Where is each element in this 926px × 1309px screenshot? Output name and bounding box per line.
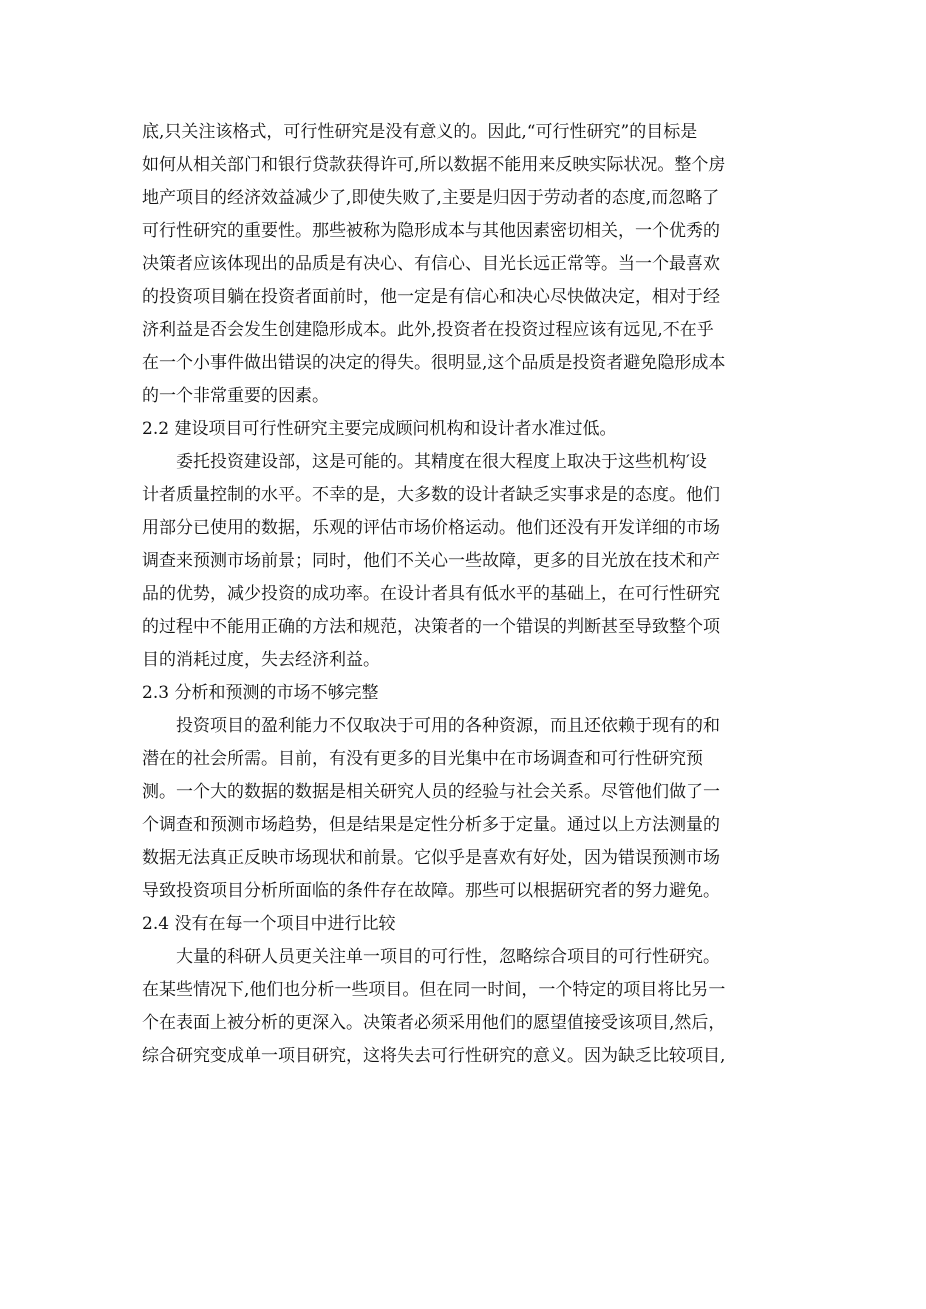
paragraph2-line: 委托投资建设部，这是可能的。其精度在很大程度上取决于这些机构′设 (176, 452, 707, 472)
paragraph3-line: 潜在的社会所需。目前，有没有更多的目光集中在市场调查和可行性研究预 (142, 749, 703, 769)
paragraph1-line: 济利益是否会发生创建隐形成本。此外,投资者在投资过程应该有远见,不在乎 (142, 320, 714, 340)
paragraph1-line: 的投资项目躺在投资者面前时，他一定是有信心和决心尽快做决定，相对于经 (142, 287, 720, 307)
paragraph1-line: 底,只关注该格式，可行性研究是没有意义的。因此,“可行性研究”的目标是 (142, 122, 698, 142)
paragraph3-line: 测。一个大的数据的数据是相关研究人员的经验与社会关系。尽管他们做了一 (142, 782, 720, 802)
paragraph3-line: 投资项目的盈利能力不仅取决于可用的各种资源，而且还依赖于现有的和 (176, 716, 720, 736)
section-heading-2-4: 2.4 没有在每一个项目中进行比较 (142, 914, 396, 934)
paragraph2-line: 调查来预测市场前景；同时，他们不关心一些故障，更多的目光放在技术和产 (142, 551, 720, 571)
paragraph2-line: 的过程中不能用正确的方法和规范，决策者的一个错误的判断甚至导致整个项 (142, 617, 720, 637)
paragraph1-line: 可行性研究的重要性。那些被称为隐形成本与其他因素密切相关，一个优秀的 (142, 221, 720, 241)
paragraph1-line: 如何从相关部门和银行贷款获得许可,所以数据不能用来反映实际状况。整个房 (142, 155, 726, 175)
paragraph2-line: 目的消耗过度，失去经济利益。 (142, 650, 380, 670)
paragraph4-line: 在某些情况下,他们也分析一些项目。但在同一时间，一个特定的项目将比另一 (142, 980, 726, 1000)
paragraph2-line: 用部分已使用的数据，乐观的评估市场价格运动。他们还没有开发详细的市场 (142, 518, 720, 538)
paragraph3-line: 导致投资项目分析所面临的条件存在故障。那些可以根据研究者的努力避免。 (142, 881, 720, 901)
paragraph1-line: 的一个非常重要的因素。 (142, 386, 329, 406)
paragraph2-line: 品的优势，减少投资的成功率。在设计者具有低水平的基础上，在可行性研究 (142, 584, 720, 604)
section-heading-2-3: 2.3 分析和预测的市场不够完整 (142, 683, 379, 703)
paragraph3-line: 数据无法真正反映市场现状和前景。它似乎是喜欢有好处，因为错误预测市场 (142, 848, 720, 868)
paragraph4-line: 综合研究变成单一项目研究，这将失去可行性研究的意义。因为缺乏比较项目, (142, 1046, 726, 1066)
paragraph1-line: 在一个小事件做出错误的决定的得失。很明显,这个品质是投资者避免隐形成本 (142, 353, 726, 373)
paragraph4-line: 个在表面上被分析的更深入。决策者必须采用他们的愿望值接受该项目,然后， (142, 1013, 726, 1033)
paragraph1-line: 地产项目的经济效益减少了,即使失败了,主要是归因于劳动者的态度,而忽略了 (142, 188, 720, 208)
paragraph2-line: 计者质量控制的水平。不幸的是，大多数的设计者缺乏实事求是的态度。他们 (142, 485, 720, 505)
section-heading-2-2: 2.2 建设项目可行性研究主要完成顾问机构和设计者水准过低。 (142, 419, 617, 439)
paragraph4-line: 大量的科研人员更关注单一项目的可行性，忽略综合项目的可行性研究。 (176, 947, 720, 967)
paragraph3-line: 个调查和预测市场趋势，但是结果是定性分析多于定量。通过以上方法测量的 (142, 815, 720, 835)
paragraph1-line: 决策者应该体现出的品质是有决心、有信心、目光长远正常等。当一个最喜欢 (142, 254, 720, 274)
